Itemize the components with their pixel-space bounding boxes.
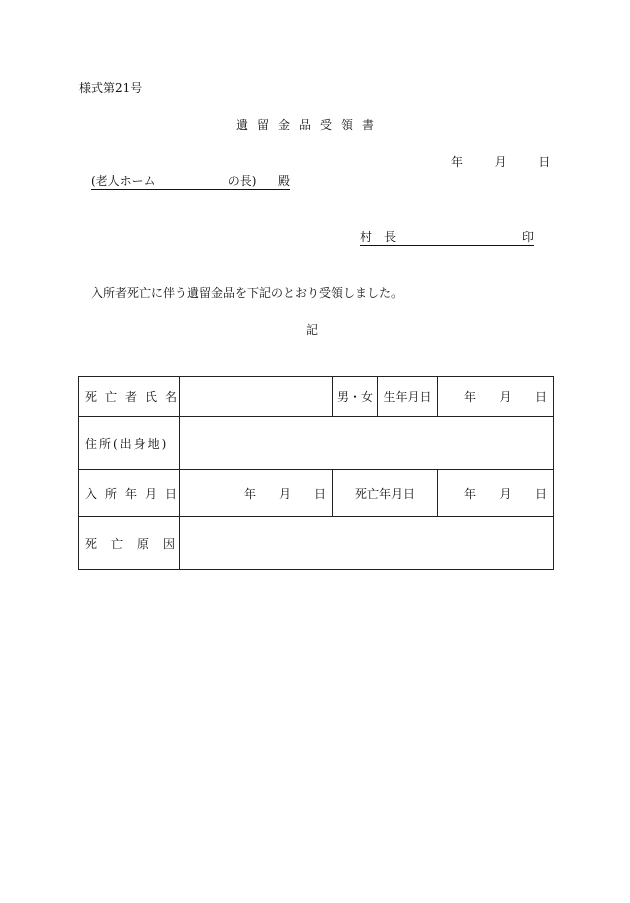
death-day: 日	[534, 486, 547, 501]
birth-month: 月	[499, 390, 512, 404]
addressee-suffix: の長)	[227, 174, 257, 188]
sender-title: 村 長	[360, 230, 397, 244]
document-title: 遺留金品受領書	[236, 118, 384, 132]
date-line	[451, 156, 550, 168]
date-month: 月	[494, 155, 507, 169]
ki-heading: 記	[306, 323, 319, 337]
table-row	[79, 417, 554, 470]
table-row	[79, 470, 554, 517]
birth-date-label: 生年月日	[378, 377, 438, 417]
admission-year: 年	[244, 486, 257, 501]
sender-line	[360, 231, 534, 246]
seal-mark: 印	[521, 230, 534, 244]
address-value	[180, 417, 554, 470]
addressee-underline	[91, 175, 290, 190]
admission-date-label: 入所年月日	[79, 470, 180, 517]
date-day: 日	[538, 155, 551, 169]
deceased-name-value	[180, 377, 333, 417]
addressee	[91, 175, 290, 190]
admission-date-value	[180, 470, 333, 517]
deceased-name-label: 死亡者氏名	[79, 377, 180, 417]
admission-month: 月	[278, 486, 291, 501]
death-date-label: 死亡年月日	[333, 470, 438, 517]
address-label: 住所(出身地)	[79, 417, 180, 470]
cause-of-death-label: 死亡原因	[79, 517, 180, 570]
date-year: 年	[451, 155, 464, 169]
birth-day: 日	[534, 390, 547, 404]
body-text: 入所者死亡に伴う遺留金品を下記のとおり受領しました。	[91, 286, 404, 300]
addressee-open: (老人ホーム	[91, 174, 156, 188]
death-year: 年	[464, 486, 477, 501]
record-table	[78, 376, 554, 570]
birth-year: 年	[464, 390, 477, 404]
cause-of-death-value	[180, 517, 554, 570]
sex-option: 男・女	[333, 377, 378, 417]
admission-day: 日	[313, 486, 326, 501]
table-row	[79, 517, 554, 570]
birth-date-value	[438, 377, 554, 417]
table-row	[79, 377, 554, 417]
addressee-honorific: 殿	[278, 174, 291, 188]
death-date-value	[438, 470, 554, 517]
death-month: 月	[499, 486, 512, 501]
form-number: 様式第21号	[79, 81, 143, 95]
